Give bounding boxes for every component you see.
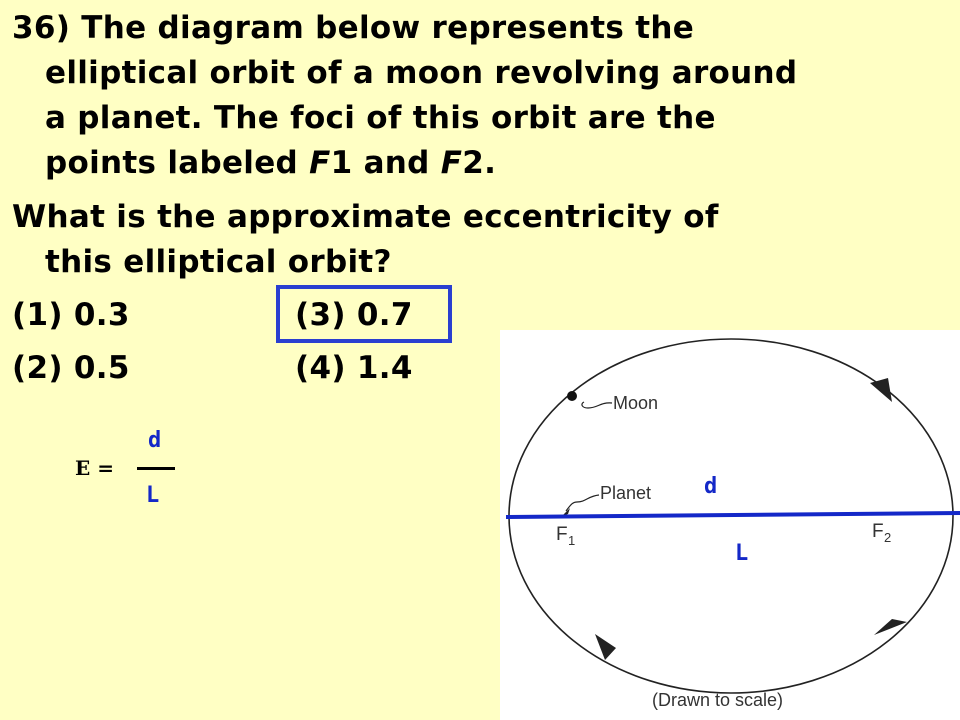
planet-pointer (566, 495, 599, 511)
focus-f1-ref-num: 1 (330, 145, 353, 181)
question-line-1: 36) The diagram below represents the (12, 10, 695, 46)
formula-numerator: d (148, 428, 162, 453)
orbit-arrow-lower-right (874, 619, 907, 635)
orbit-diagram (500, 330, 960, 720)
orbit-arrow-upper-right (870, 378, 892, 402)
focus-f1-ref: F (309, 145, 331, 181)
moon-dot (567, 391, 577, 401)
selected-answer-highlight (276, 285, 452, 343)
focus-f2-ref-num: 2 (462, 145, 485, 181)
choice-4[interactable]: (4) 1.4 (295, 350, 413, 386)
choice-2[interactable]: (2) 0.5 (12, 350, 130, 386)
question-line-4 (45, 141, 496, 185)
focus-f2-label: F (872, 521, 884, 542)
moon-label: Moon (613, 393, 659, 413)
question-line-2: elliptical orbit of a moon revolving around (45, 55, 798, 91)
question-period: . (484, 145, 497, 181)
orbit-arrow-lower-left (595, 634, 616, 660)
distance-d-label: d (704, 474, 718, 499)
formula-denominator: L (146, 483, 160, 508)
question-and-text: and (352, 145, 441, 181)
prompt-line-1: What is the approximate eccentricity of (12, 199, 719, 235)
focus-f2-ref: F (440, 145, 463, 181)
focus-f1-subscript: 1 (568, 533, 576, 548)
orbit-figure (500, 330, 960, 720)
eccentricity-formula-lhs: E = (75, 456, 114, 480)
major-axis-line (506, 513, 960, 517)
length-l-label: L (735, 541, 749, 566)
choice-1[interactable]: (1) 0.3 (12, 297, 130, 333)
prompt-line-2: this elliptical orbit? (45, 244, 392, 280)
focus-f1-label: F (556, 524, 568, 545)
question-line-3: a planet. The foci of this orbit are the (45, 100, 716, 136)
question-line-4-text: points labeled (45, 145, 310, 181)
fraction-bar (137, 467, 175, 470)
planet-label: Planet (600, 483, 652, 503)
figure-caption: (Drawn to scale) (652, 690, 784, 710)
choice-3[interactable]: (3) 0.7 (295, 297, 413, 333)
focus-f2-subscript: 2 (884, 530, 892, 545)
